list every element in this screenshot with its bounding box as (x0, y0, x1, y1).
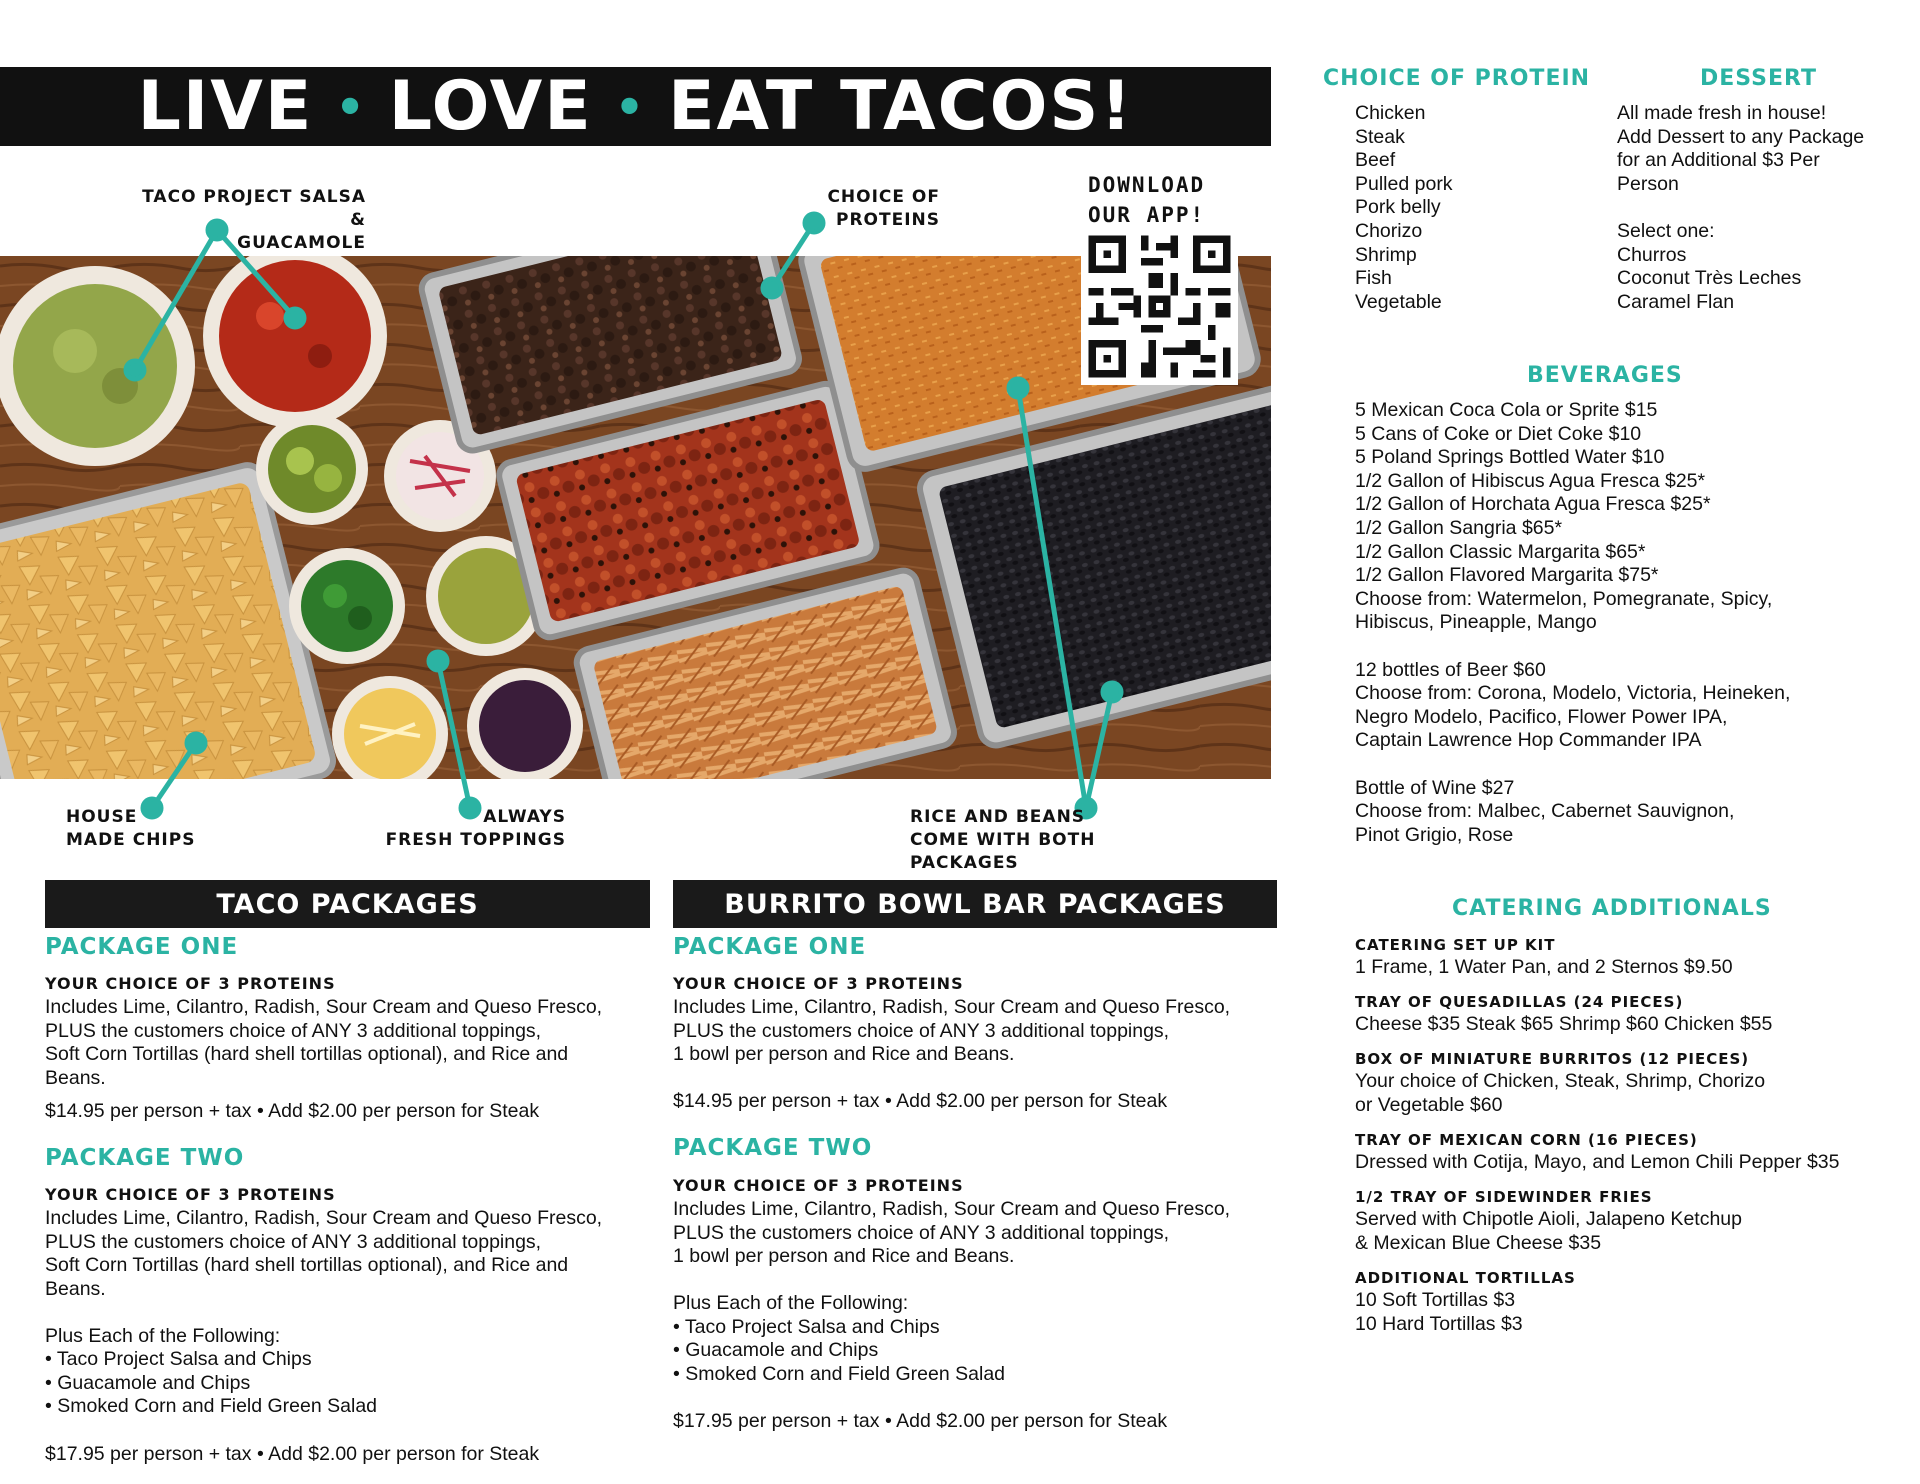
protein-list (1355, 102, 1453, 314)
taco-package-two-title: PACKAGE TWO (45, 1145, 245, 1171)
taco-package-one-price: $14.95 per person + tax • Add $2.00 per person for Steak (45, 1100, 540, 1122)
dessert-line (1617, 196, 1864, 220)
beverage-line: Choose from: Corona, Modelo, Victoria, Heineken, (1355, 682, 1791, 705)
protein-item: Chorizo (1355, 219, 1423, 242)
catering-item-title: CATERING SET UP KIT (1355, 936, 1556, 954)
taco-package-one-subtitle: YOUR CHOICE OF 3 PROTEINS (45, 974, 336, 993)
protein-item: Beef (1355, 149, 1396, 172)
taco-package-one-details: Includes Lime, Cilantro, Radish, Sour Cream and Queso Fresco, PLUS the customers choice of ANY 3 additional toppings, Soft Corn Tortillas (hard shell tortillas optional), and Rice and Beans. (45, 996, 603, 1089)
beverage-line: 1/2 Gallon of Hibiscus Agua Fresca $25* (1355, 469, 1706, 492)
beverage-line: Pinot Grigio, Rose (1355, 823, 1514, 846)
burrito-package-one-title: PACKAGE ONE (673, 934, 867, 960)
dessert-line: All made fresh in house! (1617, 102, 1827, 124)
catering-item-title: TRAY OF QUESADILLAS (24 PIECES) (1355, 993, 1684, 1011)
beverages-header: BEVERAGES (1527, 363, 1683, 388)
burrito-package-one-subtitle: YOUR CHOICE OF 3 PROTEINS (673, 974, 964, 993)
dessert-line: for an Additional $3 Per (1617, 149, 1820, 172)
beverage-line: Negro Modelo, Pacifico, Flower Power IPA, (1355, 705, 1728, 728)
beverage-line (1355, 753, 1790, 777)
protein-item: Steak (1355, 125, 1405, 148)
dessert-line: Add Dessert to any Package (1617, 125, 1865, 148)
beverage-line: 1/2 Gallon of Horchata Agua Fresca $25* (1355, 493, 1711, 516)
callout-fresh-toppings: ALWAYS FRESH TOPPINGS (385, 807, 566, 850)
dessert-line: Caramel Flan (1617, 290, 1735, 313)
taco-packages-header: TACO PACKAGES (45, 880, 650, 928)
beverage-line: 1/2 Gallon Classic Margarita $65* (1355, 540, 1646, 563)
dessert-line: Coconut Très Leches (1617, 267, 1802, 290)
taco-package-two-subtitle: YOUR CHOICE OF 3 PROTEINS (45, 1185, 336, 1204)
catering-item-text: 10 Soft Tortillas $3 10 Hard Tortillas $3 (1355, 1289, 1523, 1335)
burrito-package-two-price: $17.95 per person + tax • Add $2.00 per person for Steak (673, 1410, 1168, 1432)
banner-word-love: LOVE (388, 67, 593, 146)
protein-item: Fish (1355, 267, 1392, 290)
beverage-line (1355, 635, 1790, 659)
beverages-list (1355, 399, 1790, 847)
dessert-line: Churros (1617, 243, 1687, 266)
burrito-package-two-subtitle: YOUR CHOICE OF 3 PROTEINS (673, 1176, 964, 1195)
beverage-line: 5 Cans of Coke or Diet Coke $10 (1355, 422, 1642, 445)
beverage-line: 1/2 Gallon Flavored Margarita $75* (1355, 564, 1659, 587)
burrito-package-two-title: PACKAGE TWO (673, 1135, 873, 1161)
callout-rice-and-beans: RICE AND BEANS COME WITH BOTH PACKAGES (910, 807, 1096, 873)
burrito-packages-header: BURRITO BOWL BAR PACKAGES (673, 880, 1277, 928)
protein-item: Chicken (1355, 102, 1426, 124)
catering-additionals-header: CATERING ADDITIONALS (1452, 896, 1772, 921)
beverage-line: 12 bottles of Beer $60 (1355, 658, 1546, 681)
protein-item: Vegetable (1355, 290, 1442, 313)
banner-word-live: LIVE (137, 67, 314, 146)
dessert-header: DESSERT (1700, 66, 1817, 91)
beverage-line: 5 Poland Springs Bottled Water $10 (1355, 446, 1665, 469)
catering-item-text: Served with Chipotle Aioli, Jalapeno Ketchup & Mexican Blue Cheese $35 (1355, 1208, 1742, 1254)
beverage-line: 1/2 Gallon Sangria $65* (1355, 516, 1563, 539)
callout-lines (0, 0, 1271, 860)
protein-item: Pulled pork (1355, 172, 1453, 195)
beverage-line: 5 Mexican Coca Cola or Sprite $15 (1355, 399, 1658, 421)
protein-item: Shrimp (1355, 243, 1417, 266)
beverage-line: Choose from: Watermelon, Pomegranate, Spicy, (1355, 587, 1773, 610)
burrito-package-two-details: Includes Lime, Cilantro, Radish, Sour Cream and Queso Fresco, PLUS the customers choice of ANY 3 additional toppings, 1 bowl per person and Rice and Beans. Plus Each of the Following: • Taco Project Salsa and Chips • Guacamole and Chips • Smoked Corn and Field Green Salad (673, 1198, 1231, 1385)
catering-item-title: TRAY OF MEXICAN CORN (16 PIECES) (1355, 1131, 1698, 1149)
catering-item-text: Dressed with Cotija, Mayo, and Lemon Chili Pepper $35 (1355, 1151, 1840, 1173)
beverage-line: Bottle of Wine $27 (1355, 776, 1515, 799)
taco-package-two-price: $17.95 per person + tax • Add $2.00 per person for Steak (45, 1443, 540, 1465)
protein-item: Pork belly (1355, 196, 1441, 219)
catering-item-title: 1/2 TRAY OF SIDEWINDER FRIES (1355, 1188, 1653, 1206)
callout-salsa-guacamole: TACO PROJECT SALSA & GUACAMOLE (142, 187, 366, 253)
catering-item-text: Cheese $35 Steak $65 Shrimp $60 Chicken $55 (1355, 1013, 1773, 1035)
beverage-line: Captain Lawrence Hop Commander IPA (1355, 729, 1702, 752)
catering-item-text: Your choice of Chicken, Steak, Shrimp, Chorizo or Vegetable $60 (1355, 1070, 1766, 1116)
catering-item-title: ADDITIONAL TORTILLAS (1355, 1269, 1576, 1287)
beverage-line: Hibiscus, Pineapple, Mango (1355, 611, 1597, 634)
burrito-package-one-details: Includes Lime, Cilantro, Radish, Sour Cream and Queso Fresco, PLUS the customers choice of ANY 3 additional toppings, 1 bowl per person and Rice and Beans. (673, 996, 1231, 1065)
banner-separator: • (614, 79, 647, 134)
banner-word-eat-tacos: EAT TACOS! (668, 67, 1134, 146)
beverage-line: Choose from: Malbec, Cabernet Sauvignon, (1355, 800, 1735, 823)
qr-code-icon[interactable] (1081, 228, 1238, 385)
catering-item-title: BOX OF MINIATURE BURRITOS (12 PIECES) (1355, 1050, 1750, 1068)
banner-separator: • (335, 79, 367, 134)
taco-package-two-details: Includes Lime, Cilantro, Radish, Sour Cream and Queso Fresco, PLUS the customers choice of ANY 3 additional toppings, Soft Corn Tortillas (hard shell tortillas optional), and Rice and Beans. Plus Each of the Following: • Taco Project Salsa and Chips • Guacamole and Chips • Smoked Corn and Field Green Salad (45, 1207, 603, 1417)
dessert-line: Person (1617, 172, 1679, 195)
callout-choice-of-proteins: CHOICE OF PROTEINS (827, 187, 940, 230)
dessert-line: Select one: (1617, 219, 1715, 242)
dessert-list (1617, 102, 1864, 314)
download-app-label: DOWNLOAD OUR APP! (1088, 173, 1206, 227)
qr-code-graphic (1081, 228, 1238, 385)
burrito-package-one-price: $14.95 per person + tax • Add $2.00 per person for Steak (673, 1090, 1168, 1112)
catering-item-text: 1 Frame, 1 Water Pan, and 2 Sternos $9.50 (1355, 956, 1733, 978)
protein-header: CHOICE OF PROTEIN (1323, 66, 1591, 91)
callout-house-made-chips: HOUSE MADE CHIPS (66, 807, 196, 850)
taco-package-one-title: PACKAGE ONE (45, 934, 239, 960)
